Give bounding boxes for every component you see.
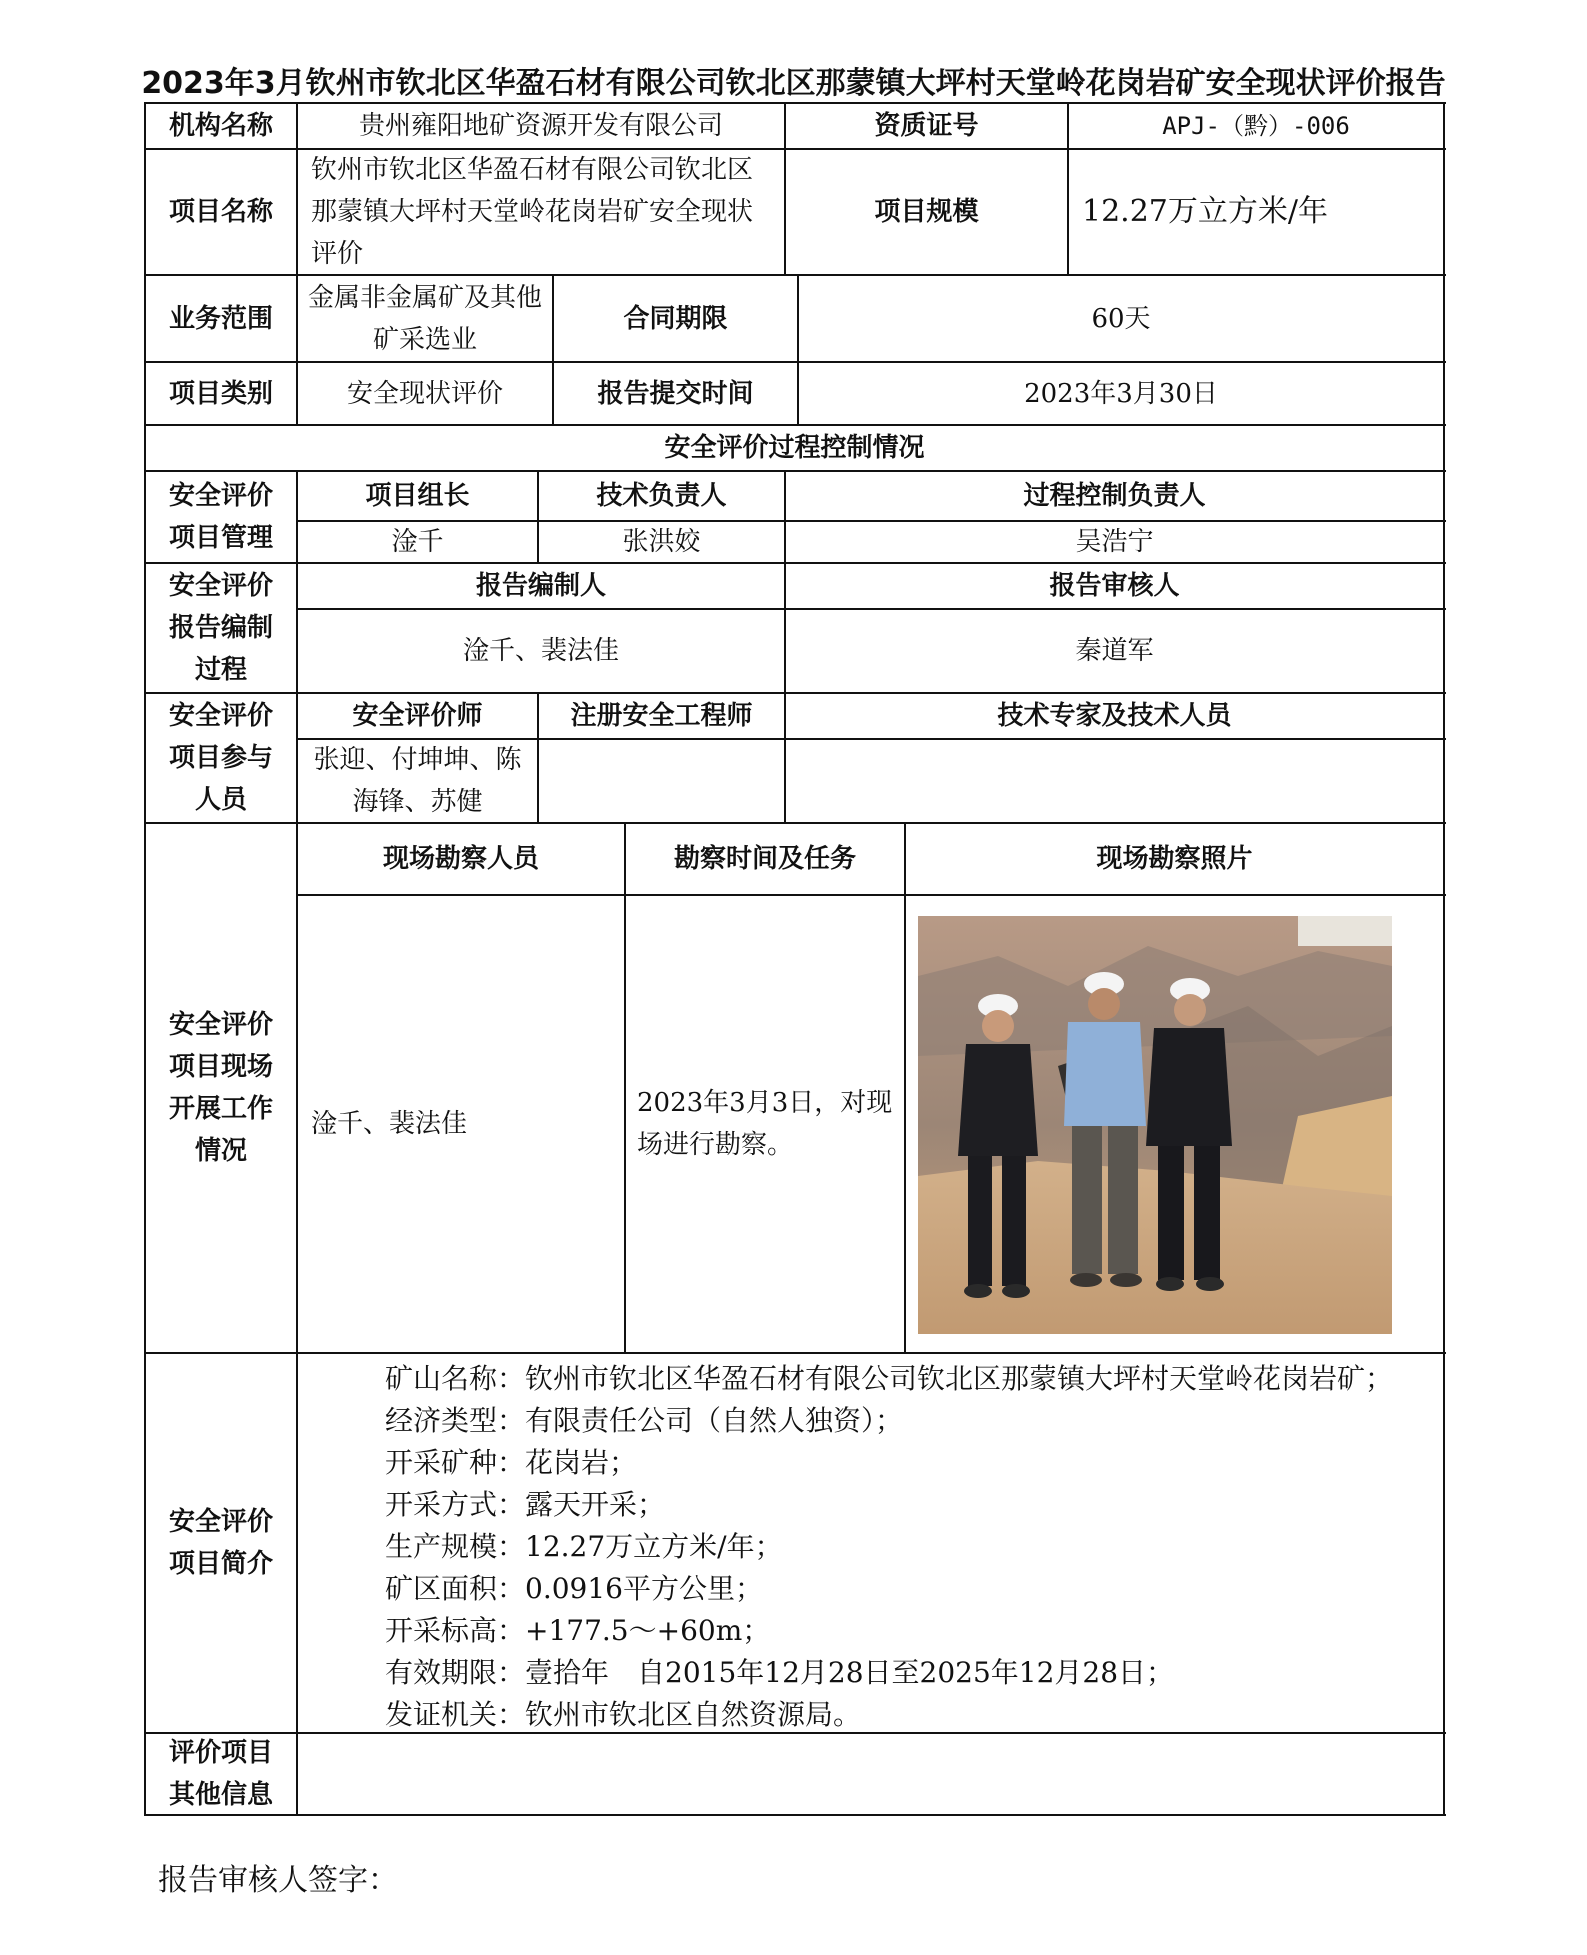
intro-line: 开采标高：+177.5～+60m；: [385, 1614, 771, 1647]
staff-value: 淦千、裴法佳: [311, 1109, 468, 1139]
engineer-value: [538, 739, 785, 823]
org-value: 贵州雍阳地矿资源开发有限公司: [358, 111, 723, 141]
reviewer-value: 秦道军: [1075, 636, 1154, 666]
cert-label: 资质证号: [874, 111, 979, 141]
tech-value: 张洪姣: [622, 527, 701, 557]
expert-value: [785, 739, 1444, 823]
intro-label: 安全评价项目简介: [168, 1507, 273, 1579]
submit-label: 报告提交时间: [597, 378, 754, 409]
org-label: 机构名称: [168, 111, 273, 141]
intro-lines: [385, 1358, 1393, 1736]
category-value: 安全现状评价: [346, 378, 503, 409]
mgmt-label: 安全评价项目管理: [168, 481, 273, 553]
compile-label: 安全评价报告编制过程: [168, 571, 273, 685]
engineer-header: 注册安全工程师: [570, 701, 753, 731]
report-title: 2023年3月钦州市钦北区华盈石材有限公司钦北区那蒙镇大坪村天堂岭花岗岩矿安全现状评价报告: [141, 66, 1446, 101]
members-label: 安全评价项目参与人员: [168, 701, 273, 815]
intro-line: 矿山名称：钦州市钦北区华盈石材有限公司钦北区那蒙镇大坪村天堂岭花岗岩矿；: [385, 1362, 1394, 1395]
time-header: 勘察时间及任务: [673, 844, 856, 874]
contract-label: 合同期限: [623, 303, 728, 334]
ctrl-value: 吴浩宁: [1075, 527, 1154, 557]
scale-label: 项目规模: [874, 197, 979, 227]
expert-header: 技术专家及技术人员: [997, 701, 1232, 731]
author-value: 淦千、裴法佳: [462, 636, 619, 666]
other-value: [297, 1733, 1444, 1815]
cert-value: APJ-（黔）-006: [1162, 112, 1350, 140]
evaluator-value: 张迎、付坤坤、陈海锋、苏健: [313, 745, 522, 817]
author-header: 报告编制人: [475, 571, 606, 601]
leader-header: 项目组长: [365, 481, 470, 511]
submit-value: 2023年3月30日: [1024, 378, 1218, 409]
intro-line: 矿区面积：0.0916平方公里；: [385, 1572, 763, 1605]
process-title: 安全评价过程控制情况: [664, 433, 925, 463]
photo-header: 现场勘察照片: [1096, 844, 1253, 874]
project-name-label: 项目名称: [168, 197, 273, 227]
site-label: 安全评价项目现场开展工作情况: [168, 1010, 273, 1166]
leader-value: 淦千: [391, 527, 444, 557]
scale-value: 12.27万立方米/年: [1082, 194, 1328, 229]
intro-line: 发证机关：钦州市钦北区自然资源局。: [385, 1698, 862, 1731]
intro-line: 经济类型：有限责任公司（自然人独资）；: [385, 1404, 904, 1437]
other-label: 评价项目其他信息: [168, 1738, 273, 1810]
intro-line: 生产规模：12.27万立方米/年；: [385, 1530, 783, 1563]
ctrl-header: 过程控制负责人: [1023, 481, 1206, 511]
evaluator-header: 安全评价师: [352, 701, 483, 731]
business-value: 金属非金属矿及其他矿采选业: [307, 282, 542, 355]
intro-line: 开采方式：露天开采；: [385, 1488, 666, 1521]
staff-header: 现场勘察人员: [382, 844, 539, 874]
intro-line: 开采矿种：花岗岩；: [385, 1446, 638, 1479]
intro-line: 有效期限：壹拾年 自2015年12月28日至2025年12月28日；: [385, 1656, 1175, 1689]
time-value: 2023年3月3日，对现场进行勘察。: [637, 1088, 893, 1160]
category-label: 项目类别: [168, 378, 273, 409]
tech-header: 技术负责人: [596, 481, 727, 511]
contract-value: 60天: [1091, 303, 1151, 334]
reviewer-header: 报告审核人: [1049, 571, 1180, 601]
reviewer-signature-label: 报告审核人签字：: [158, 1863, 398, 1898]
business-label: 业务范围: [168, 303, 273, 334]
site-photo: [918, 916, 1392, 1334]
project-name-value: 钦州市钦北区华盈石材有限公司钦北区那蒙镇大坪村天堂岭花岗岩矿安全现状评价: [311, 155, 754, 269]
